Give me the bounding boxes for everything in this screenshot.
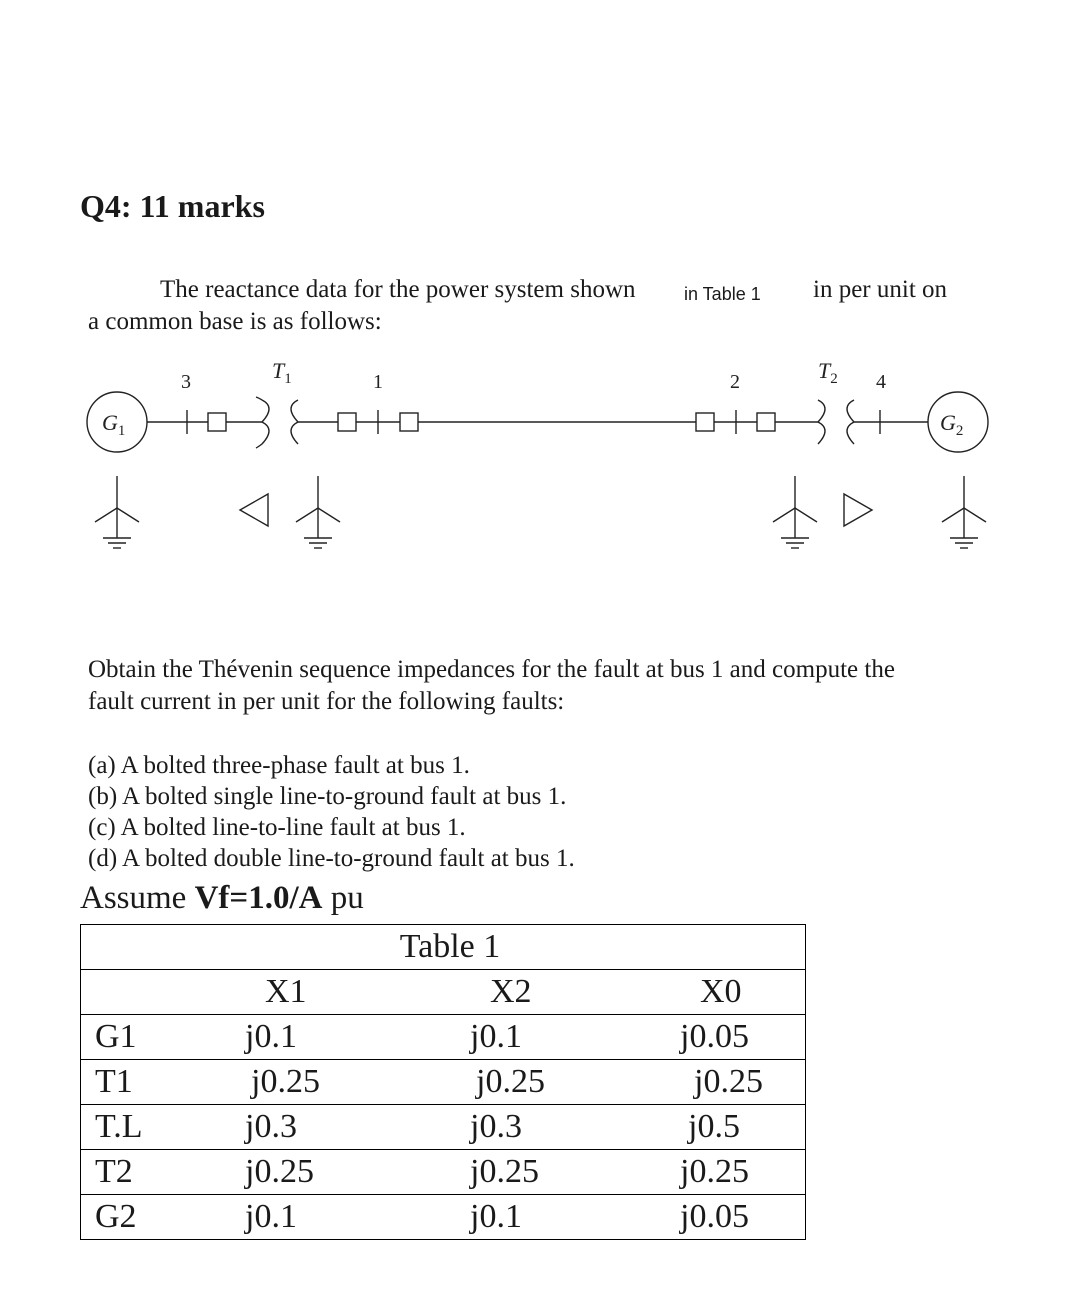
ground-wye-g2 xyxy=(942,476,986,548)
table-cell: j0.25 xyxy=(470,1060,680,1105)
table-cell: G1 xyxy=(81,1015,246,1060)
table-cell: j0.3 xyxy=(245,1105,470,1150)
reactance-table xyxy=(80,924,806,1240)
t2-label: $T_2$ xyxy=(818,358,838,387)
g2-label: $G_2$ xyxy=(940,410,964,439)
table-row xyxy=(81,1015,806,1060)
breaker-2b-symbol xyxy=(757,413,775,431)
ground-wye-t2 xyxy=(773,476,817,548)
table-cell: j0.1 xyxy=(470,1015,680,1060)
bus-1-label: 1 xyxy=(373,371,383,393)
power-system-one-line-diagram xyxy=(0,350,1080,560)
table-header-cell: X2 xyxy=(470,970,680,1015)
ground-wye-t1 xyxy=(296,476,340,548)
table-cell: j0.1 xyxy=(245,1015,470,1060)
breaker-1a-symbol xyxy=(338,413,356,431)
table-cell: j0.05 xyxy=(680,1195,806,1240)
fault-item-b: (b) A bolted single line-to-ground fault at bus 1. xyxy=(88,783,567,810)
table-cell: T2 xyxy=(81,1150,246,1195)
delta-t1-symbol xyxy=(240,494,268,526)
task-line2: fault current in per unit for the following faults: xyxy=(88,688,565,715)
breaker-2a-symbol xyxy=(696,413,714,431)
table-cell: j0.1 xyxy=(245,1195,470,1240)
table-row xyxy=(81,1060,806,1105)
table-row xyxy=(81,1105,806,1150)
table-cell: j0.25 xyxy=(245,1060,470,1105)
table-row xyxy=(81,1195,806,1240)
transformer-t1-primary xyxy=(256,400,269,448)
g1-label: $G_1$ xyxy=(102,410,126,439)
breaker-3-symbol xyxy=(208,413,226,431)
transformer-t1-secondary xyxy=(291,400,298,444)
generator-g2-symbol xyxy=(928,392,988,452)
task-line1: Obtain the Thévenin sequence impedances for the fault at bus 1 and compute the xyxy=(88,656,895,683)
delta-t2-symbol xyxy=(844,494,872,526)
table-header-cell: X1 xyxy=(245,970,470,1015)
table-caption: Table 1 xyxy=(81,925,806,970)
bus-4-label: 4 xyxy=(876,371,886,393)
table-cell: j0.25 xyxy=(680,1150,806,1195)
table-header-row xyxy=(81,970,806,1015)
breaker-1b-symbol xyxy=(400,413,418,431)
table-cell: j0.5 xyxy=(680,1105,806,1150)
fault-item-c: (c) A bolted line-to-line fault at bus 1. xyxy=(88,814,466,841)
table-cell: j0.3 xyxy=(470,1105,680,1150)
intro-line1-part1: The reactance data for the power system shown xyxy=(160,276,636,303)
transformer-t2-secondary xyxy=(847,400,854,444)
table-row xyxy=(81,1150,806,1195)
transformer-t2-primary xyxy=(818,400,825,444)
ground-wye-g1 xyxy=(95,476,139,548)
table-cell: j0.05 xyxy=(680,1015,806,1060)
table-header-cell xyxy=(81,970,246,1015)
question-title: Q4: 11 marks xyxy=(80,188,265,224)
table-cell: G2 xyxy=(81,1195,246,1240)
table-cell: j0.25 xyxy=(680,1060,806,1105)
table-cell: j0.25 xyxy=(245,1150,470,1195)
table-cell: T.L xyxy=(81,1105,246,1150)
assumption-line: Assume Vf=1.0/A pu xyxy=(80,880,364,916)
bus-3-label: 3 xyxy=(181,371,191,393)
fault-item-d: (d) A bolted double line-to-ground fault at bus 1. xyxy=(88,845,575,872)
intro-inline-ref: in Table 1 xyxy=(684,284,761,304)
table-cell: T1 xyxy=(81,1060,246,1105)
intro-line2: a common base is as follows: xyxy=(88,308,382,335)
bus-2-label: 2 xyxy=(730,371,740,393)
table-cell: j0.25 xyxy=(470,1150,680,1195)
intro-line1-part2: in per unit on xyxy=(813,276,948,303)
t1-label: $T_1$ xyxy=(272,358,292,387)
table-header-cell: X0 xyxy=(680,970,806,1015)
fault-item-a: (a) A bolted three-phase fault at bus 1. xyxy=(88,752,470,779)
table-caption-row xyxy=(81,925,806,970)
table-cell: j0.1 xyxy=(470,1195,680,1240)
